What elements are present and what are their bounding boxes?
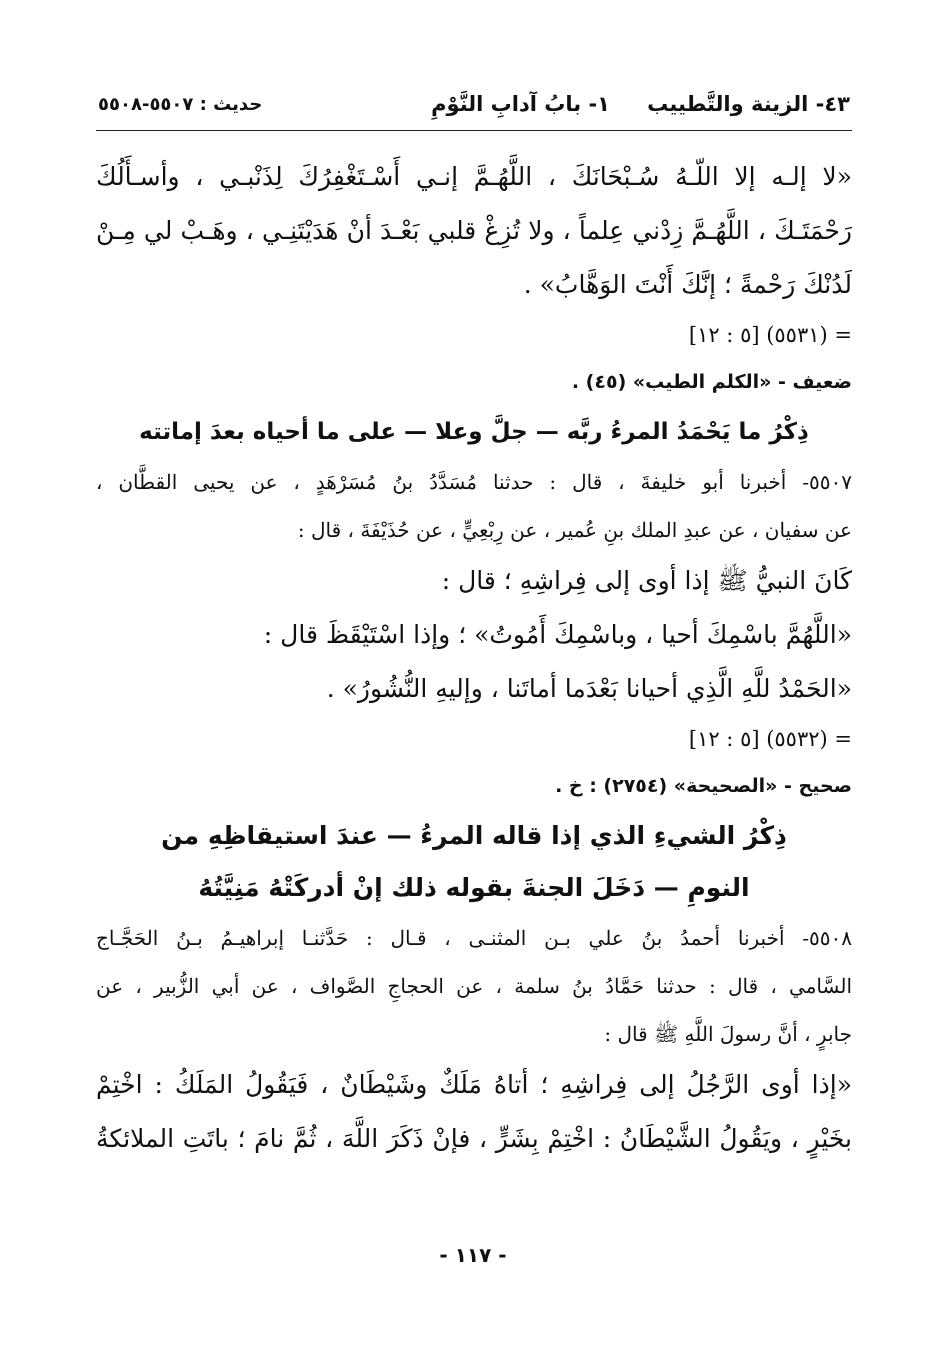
reference-line: = (٥٥٣١) [٥ : ١٢] [688, 323, 852, 347]
section-title: ١- بابُ آدابِ النَّوْمِ [431, 92, 610, 116]
running-header [98, 92, 850, 126]
isnad-line-2: عن سفيان ، عن عبدِ الملك بنِ عُمير ، عن رِبْعِيٍّ ، عن حُذَيْفَةَ ، قال : [297, 518, 852, 542]
section-heading-line-2: النومِ — دَخَلَ الجنةَ بقوله ذلك إنْ أدركَتْهُ مَنِيَّتُهُ [198, 873, 750, 902]
isnad-line-1: ٥٥٠٧- أخبرنا أبو خليفةَ ، قال : حدثنا مُسَدَّدُ بنُ مُسَرْهَدٍ ، عن يحيى القطَّان ، [96, 470, 852, 494]
grading-line: صحيح - «الصحيحة» (٢٧٥٤) : خ . [555, 775, 852, 797]
grading-line: ضعيف - «الكلم الطيب» (٤٥) . [571, 371, 852, 393]
supplication-line-3: لَدُنْكَ رَحْمةً ؛ إنَّكَ أَنْتَ الوَهَّابُ» . [523, 270, 852, 299]
hadith-range: حديث : ٥٥٠٧-٥٥٠٨ [98, 94, 263, 115]
isnad-line-2: السَّامي ، قال : حدثنا حَمَّادُ بنُ سلمة ، عن الحجاجِ الصَّواف ، عن أبي الزُّبير ، عن [96, 974, 852, 998]
supplication-line-2: رَحْمَتَـكَ ، اللَّهُـمَّ زِدْني عِلماً ، ولا تُزِغْ قلبي بَعْـدَ أنْ هَدَيْتَنِـي ، وهَـبْ لي مِـنْ [96, 216, 852, 245]
header-divider [96, 130, 852, 131]
reference-line: = (٥٥٣٢) [٥ : ١٢] [688, 727, 852, 751]
section-heading-line-1: ذِكْرُ الشيءِ الذي إذا قاله المرءُ — عندَ استيقاظِهِ من [161, 821, 787, 850]
hadith-text-line-2: «اللَّهُمَّ باسْمِكَ أحيا ، وباسْمِكَ أَمُوتُ» ؛ وإذا اسْتَيْقَظَ قال : [263, 620, 852, 649]
isnad-line-3: جابرٍ ، أنَّ رسولَ اللَّهِ ﷺ قال : [604, 1022, 852, 1046]
isnad-line-1: ٥٥٠٨- أخبرنا أحمدُ بنُ علي بـن المثنـى ، قـال : حَدَّثنـا إبراهيـمُ بـنُ الحَجَّـاج [96, 926, 852, 950]
hadith-text-line-1: كَانَ النبيُّ ﷺ إذا أوى إلى فِراشِهِ ؛ قال : [441, 566, 852, 595]
section-heading: ذِكْرُ ما يَحْمَدُ المرءُ ربَّه — جلَّ وعلا — على ما أحياه بعدَ إماتته [139, 419, 809, 445]
page-body [96, 150, 852, 1166]
hadith-text-line-1: «إذا أوى الرَّجُلُ إلى فِراشِهِ ؛ أتاهُ مَلَكٌ وشَيْطَانٌ ، فَيَقُولُ المَلَكُ : اخْتِمْ [96, 1070, 852, 1099]
supplication-line-1: «لا إلـه إلا اللّـهُ سُـبْحَانَكَ ، اللَّهُـمَّ إنـي أَسْـتَغْفِرُكَ لِذَنْبـي ، وأسـأَلُكَ [96, 162, 852, 191]
hadith-text-line-2: بخَيْرٍ ، ويَقُولُ الشَّيْطَانُ : اخْتِمْ بِشَرٍّ ، فإنْ ذَكَرَ اللَّهَ ، ثُمَّ نامَ ؛ باتَتِ الملائكةُ [96, 1124, 852, 1153]
page-number: - ١١٧ - [439, 1243, 507, 1267]
hadith-text-line-3: «الحَمْدُ للَّهِ الَّذِي أحيانا بَعْدَما أماتَنا ، وإليهِ النُّشُورُ» . [326, 674, 852, 703]
chapter-title: ٤٣- الزينة والتَّطييب [647, 92, 850, 116]
